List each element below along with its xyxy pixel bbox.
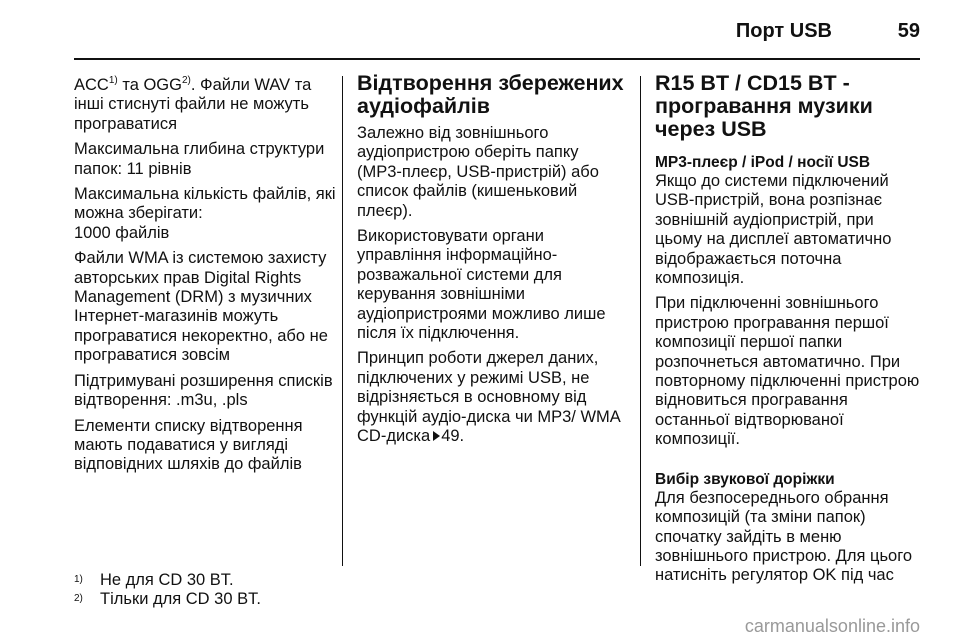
subheading: Вибір звукової доріжки <box>655 470 835 488</box>
paragraph: Використовувати органи управління інформаційно-розважальної системи для керування зовнішніми аудіопристроями можливо лише після їх підключення. <box>357 227 606 343</box>
paragraph: ACC$^{1)}$ та OGG$^{2)}$. Файли WAV та інші стиснуті файли не можуть програватися <box>74 74 312 133</box>
paragraph: Максимальна глибина структури папок: 11 рівнів <box>74 140 325 178</box>
paragraph: При підключенні зовнішнього пристрою програвання першої композиції першої папки розпочнеться автоматично. При повторному підключенні пристрою відновиться програвання останньої відтворюваної композиції. <box>655 294 920 449</box>
paragraph: Якщо до системи підключений USB-пристрій, вона розпізнає зовнішній аудіопристрій, при цьому на дисплеї автоматично відображається поточна композиція. <box>655 172 892 288</box>
paragraph: Для безпосереднього обрання композицій (та зміни папок) спочатку зайдіть в меню зовнішнього пристрою. Для цього натисніть регулятор OK під час <box>655 488 913 585</box>
footnote-ref: 1) <box>108 74 118 86</box>
column-left <box>74 76 336 481</box>
paragraph: Залежно від зовнішнього аудіопристрою оберіть папку (MP3-плеєр, USB-пристрій) або список файлів (кишеньковий плеєр). <box>357 124 599 220</box>
subheading: MP3-плеєр / iPod / носії USB <box>655 154 871 171</box>
header-rule <box>74 58 920 60</box>
paragraph: Максимальна кількість файлів, які можна зберігати: <box>74 185 336 223</box>
footnote-ref: 2) <box>181 74 191 86</box>
column-middle <box>357 71 627 453</box>
watermark: carmanualsonline.info <box>744 616 920 636</box>
column-divider <box>640 76 641 566</box>
paragraph: Підтримувані розширення списків відтворення: .m3u, .pls <box>74 371 333 410</box>
page-ref: 49. <box>441 427 465 446</box>
column-right <box>655 71 923 592</box>
paragraph: Принцип роботи джерел даних, підключених у режимі USB, не відрізняється в основному від функцій аудіо-диска чи MP3/ WMA CD-диска 49. <box>357 349 620 446</box>
footnotes <box>74 571 334 608</box>
paragraph: 1000 файлів <box>74 223 170 242</box>
section-heading: R15 BT / CD15 BT - програвання музики через USB <box>655 71 873 141</box>
page-title: Порт USB <box>735 20 832 42</box>
page-ref-icon <box>433 431 440 441</box>
column-divider <box>342 76 343 566</box>
paragraph: Файли WMA із системою захисту авторських прав Digital Rights Management (DRM) з музичних Інтернет-магазинів можуть програватися некоректно, або не програватися зовсім <box>74 249 328 365</box>
footnote: 2) Тільки для CD 30 BT. <box>74 589 261 608</box>
paragraph: Елементи списку відтворення мають подаватися у вигляді відповідних шляхів до файлів <box>74 416 303 474</box>
page-header <box>0 0 960 62</box>
section-heading: Відтворення збережених аудіофайлів <box>357 71 624 118</box>
footnote: 1) Не для CD 30 BT. <box>74 571 234 589</box>
page-number: 59 <box>897 20 920 42</box>
